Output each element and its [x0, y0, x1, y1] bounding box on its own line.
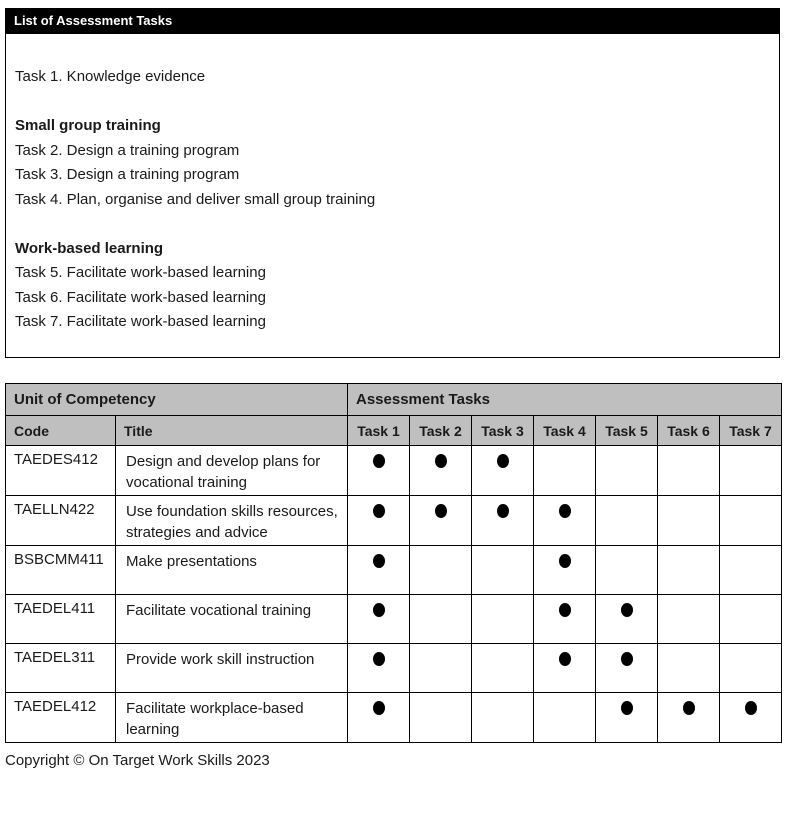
bullet-dot-icon — [559, 652, 571, 666]
group-header-row — [6, 384, 782, 416]
table-row — [6, 693, 782, 743]
task-3-cell — [472, 644, 534, 693]
task1-column-header: Task 1 — [348, 416, 410, 446]
task-item: Task 3. Design a training program — [15, 166, 240, 183]
task6-column-header: Task 6 — [658, 416, 720, 446]
unit-title-cell: Use foundation skills resources, strategies and advice — [116, 496, 348, 546]
bullet-dot-icon — [559, 603, 571, 617]
task-3-cell — [472, 546, 534, 595]
unit-title-cell: Facilitate vocational training — [116, 595, 348, 644]
task7-column-header: Task 7 — [720, 416, 782, 446]
assessment-tasks-panel — [5, 8, 780, 358]
bullet-dot-icon — [497, 454, 509, 468]
task-3-cell — [472, 693, 534, 743]
bullet-dot-icon — [373, 504, 385, 518]
section-gap — [5, 358, 780, 383]
task-4-cell — [534, 644, 596, 693]
task4-column-header: Task 4 — [534, 416, 596, 446]
task-6-cell — [658, 644, 720, 693]
task-4-cell — [534, 595, 596, 644]
task3-column-header: Task 3 — [472, 416, 534, 446]
bullet-dot-icon — [435, 454, 447, 468]
table-row — [6, 644, 782, 693]
task-group — [15, 65, 769, 90]
task-2-cell — [410, 595, 472, 644]
task-7-cell — [720, 496, 782, 546]
panel-header — [5, 8, 780, 33]
task-4-cell — [534, 546, 596, 595]
bullet-dot-icon — [621, 603, 633, 617]
panel-title: List of Assessment Tasks — [14, 13, 173, 28]
task-6-cell — [658, 446, 720, 496]
bullet-dot-icon — [559, 554, 571, 568]
task-5-cell — [596, 496, 658, 546]
task-6-cell — [658, 693, 720, 743]
task-4-cell — [534, 693, 596, 743]
unit-code-cell: TAEDEL311 — [6, 644, 116, 693]
bullet-dot-icon — [497, 504, 509, 518]
task-5-cell — [596, 446, 658, 496]
unit-title-cell: Facilitate workplace-based learning — [116, 693, 348, 743]
task-2-cell — [410, 693, 472, 743]
task-item: Task 7. Facilitate work-based learning — [15, 313, 266, 330]
bullet-dot-icon — [621, 701, 633, 715]
unit-code-cell: TAEDEL411 — [6, 595, 116, 644]
task-7-cell — [720, 693, 782, 743]
bullet-dot-icon — [559, 504, 571, 518]
task-7-cell — [720, 446, 782, 496]
unit-title-cell: Provide work skill instruction — [116, 644, 348, 693]
task-1-cell — [348, 496, 410, 546]
task-item: Task 5. Facilitate work-based learning — [15, 264, 266, 281]
task-2-cell — [410, 496, 472, 546]
task-group — [15, 114, 769, 212]
unit-title-cell: Make presentations — [116, 546, 348, 595]
table-row — [6, 446, 782, 496]
bullet-dot-icon — [373, 554, 385, 568]
task-7-cell — [720, 595, 782, 644]
task-item: Task 2. Design a training program — [15, 141, 240, 159]
table-row — [6, 595, 782, 644]
bullet-dot-icon — [621, 652, 633, 666]
unit-code-cell: TAEDES412 — [6, 446, 116, 496]
bullet-dot-icon — [373, 652, 385, 666]
task-6-cell — [658, 595, 720, 644]
unit-title-cell: Design and develop plans for vocational training — [116, 446, 348, 496]
task-5-cell — [596, 693, 658, 743]
task-3-cell — [472, 496, 534, 546]
code-column-header: Code — [6, 416, 116, 446]
task-1-cell — [348, 446, 410, 496]
title-column-header: Title — [116, 416, 348, 446]
task-group-heading: Work-based learning — [15, 239, 164, 257]
task-3-cell — [472, 446, 534, 496]
task-2-cell — [410, 644, 472, 693]
task-item: Task 1. Knowledge evidence — [15, 68, 206, 85]
bullet-dot-icon — [683, 701, 695, 715]
bullet-dot-icon — [373, 454, 385, 468]
bullet-dot-icon — [373, 603, 385, 617]
unit-code-cell: TAEDEL412 — [6, 693, 116, 743]
column-header-row — [6, 416, 782, 446]
task-2-cell — [410, 446, 472, 496]
task-group — [15, 237, 769, 335]
task-5-cell — [596, 644, 658, 693]
task-1-cell — [348, 693, 410, 743]
task-2-cell — [410, 546, 472, 595]
unit-code-cell: BSBCMM411 — [6, 546, 116, 595]
task-7-cell — [720, 644, 782, 693]
bullet-dot-icon — [373, 701, 385, 715]
task-item: Task 6. Facilitate work-based learning — [15, 288, 266, 306]
assessment-tasks-header: Assessment Tasks — [348, 384, 782, 416]
task-item: Task 4. Plan, organise and deliver small group training — [15, 190, 376, 208]
task-1-cell — [348, 546, 410, 595]
table-row — [6, 546, 782, 595]
unit-code-cell: TAELLN422 — [6, 496, 116, 546]
task-6-cell — [658, 546, 720, 595]
task5-column-header: Task 5 — [596, 416, 658, 446]
task-7-cell — [720, 546, 782, 595]
task-5-cell — [596, 595, 658, 644]
task2-column-header: Task 2 — [410, 416, 472, 446]
task-group-heading: Small group training — [15, 117, 161, 134]
bullet-dot-icon — [435, 504, 447, 518]
table-row — [6, 496, 782, 546]
competency-matrix-table — [5, 383, 782, 743]
task-5-cell — [596, 546, 658, 595]
unit-of-competency-header: Unit of Competency — [6, 384, 348, 416]
task-list — [5, 33, 780, 358]
task-6-cell — [658, 496, 720, 546]
copyright-text: Copyright © On Target Work Skills 2023 — [5, 752, 270, 769]
task-4-cell — [534, 496, 596, 546]
task-3-cell — [472, 595, 534, 644]
task-1-cell — [348, 595, 410, 644]
task-4-cell — [534, 446, 596, 496]
bullet-dot-icon — [745, 701, 757, 715]
task-1-cell — [348, 644, 410, 693]
